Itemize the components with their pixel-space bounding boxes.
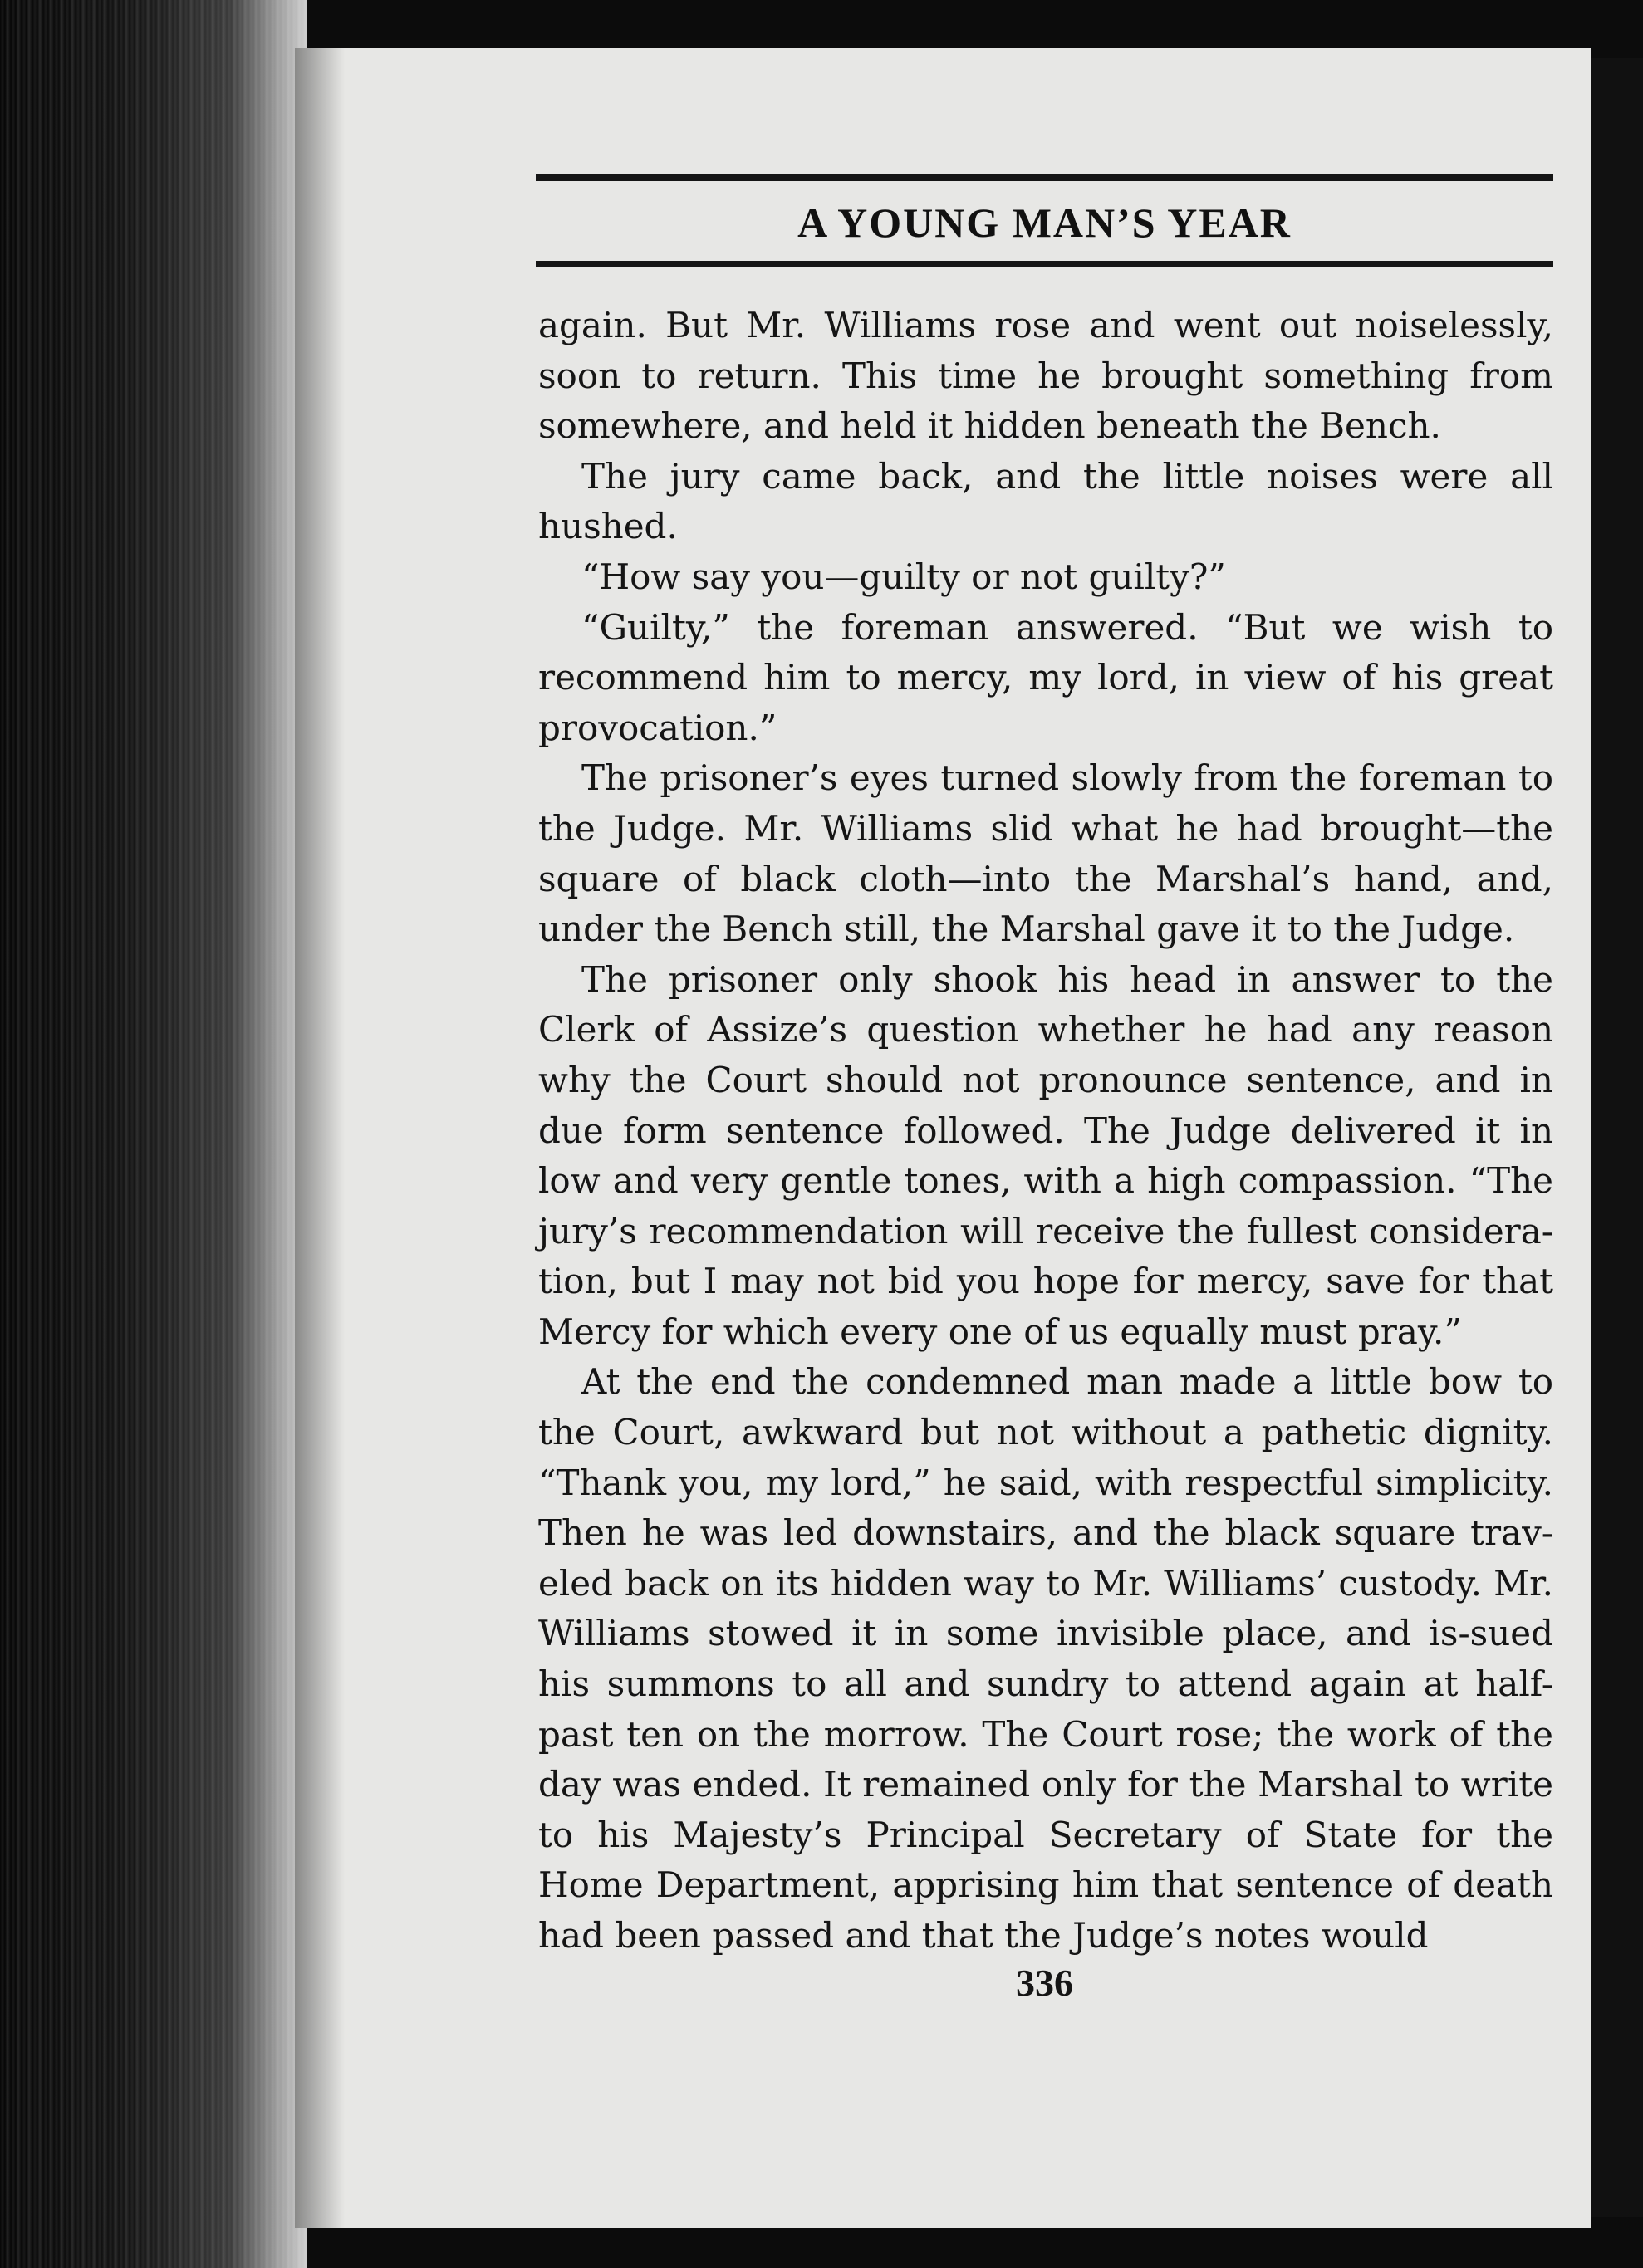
gutter-shadow bbox=[295, 48, 345, 2228]
paragraph: The prisoner only shook his head in answer to the Clerk of Assize’s question whether he had any reason why the Court should not pronounce sentence, and in due form sentence followed. The Judge delivered it in low and very gentle tones, with a high compassion. “The jury’s recommendation will receive the fullest considera-tion, but I may not bid you hope for mercy, save for that Mercy for which every one of us equally must pray.” bbox=[538, 958, 1553, 1352]
running-head: A YOUNG MAN’S YEAR bbox=[797, 199, 1292, 246]
scan-border-right bbox=[1591, 58, 1643, 2217]
book-binding-edge bbox=[0, 0, 307, 2268]
body-text bbox=[538, 301, 1553, 1962]
paragraph: The prisoner’s eyes turned slowly from the foreman to the Judge. Mr. Williams slid what he had brought—the square of black cloth—into the Marshal’s hand, and, under the Bench still, the Marshal gave it to the Judge. bbox=[538, 757, 1553, 950]
paragraph: The jury came back, and the little noises were all hushed. bbox=[538, 455, 1553, 547]
header-rule-bottom bbox=[536, 261, 1553, 267]
paragraph: At the end the condemned man made a little bow to the Court, awkward but not without a pathetic dignity. “Thank you, my lord,” he said, with respectful simplicity. Then he was led downstairs, and the black square trav-eled back on its hidden way to Mr. Williams’ custody. Mr. Williams stowed it in some invisible place, and is-sued his summons to all and sundry to attend again at half-past ten on the morrow. The Court rose; the work of the day was ended. It remained only for the Marshal to write to his Majesty’s Principal Secretary of State for the Home Department, apprising him that sentence of death had been passed and that the Judge’s notes would bbox=[538, 1361, 1553, 1956]
header-rule-top bbox=[536, 174, 1553, 181]
paragraph: “Guilty,” the foreman answered. “But we wish to recommend him to mercy, my lord, in view of his great provocation.” bbox=[538, 606, 1553, 748]
paragraph: again. But Mr. Williams rose and went out noiselessly, soon to return. This time he brought something from somewhere, and held it hidden beneath the Bench. bbox=[538, 305, 1553, 447]
page-number: 336 bbox=[1016, 1962, 1073, 2004]
paragraph: “How say you—guilty or not guilty?” bbox=[581, 556, 1226, 597]
